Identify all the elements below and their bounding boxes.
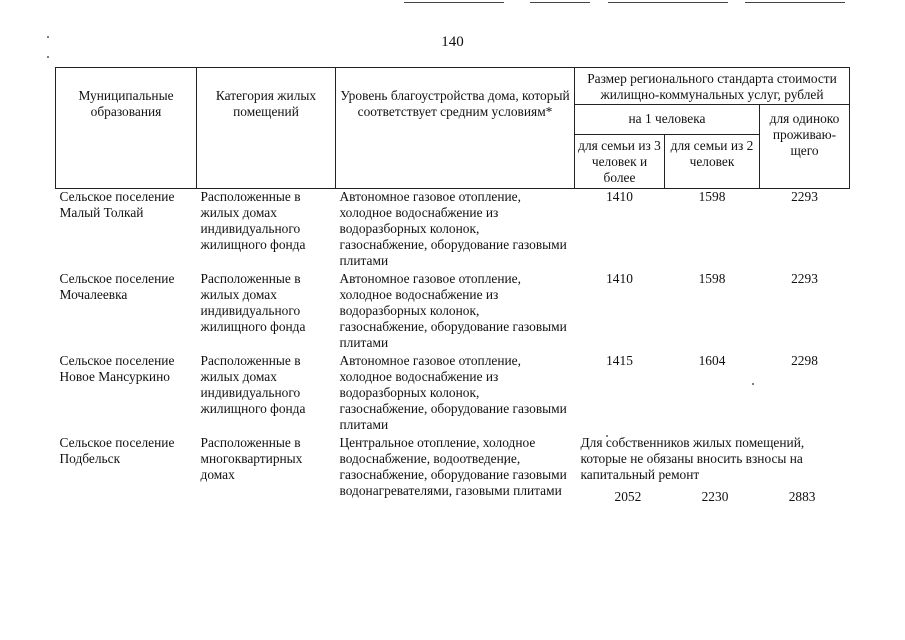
table-row <box>56 353 850 435</box>
family2-cell: 1604 <box>698 353 726 368</box>
scan-top-rule <box>608 2 728 3</box>
single-cell: 2293 <box>791 271 818 286</box>
single-value: 2883 <box>788 489 816 504</box>
header-family2: для семьи из 2 человек <box>665 135 760 189</box>
category-cell: Расположенные в жилых домах индивидуального жилищного фонда <box>200 189 306 252</box>
family3-cell: 1415 <box>606 353 633 368</box>
single-cell: 2293 <box>791 189 818 204</box>
category-cell: Расположенные в жилых домах индивидуального жилищного фонда <box>200 353 306 416</box>
header-single: для одиноко проживаю-щего <box>760 105 850 189</box>
capital-repair-note: Для собственников жилых помещений, которые не обязаны вносить взносы на капитальный ремонт <box>580 435 805 482</box>
scan-speck <box>47 56 49 58</box>
level-cell: Автономное газовое отопление, холодное водоснабжение из водоразборных колонок, газоснабжение, оборудование газовыми плитами <box>339 271 567 350</box>
table-row <box>56 189 850 272</box>
municipality-cell: Сельское поселение Малый Толкай <box>59 189 175 220</box>
level-cell: Автономное газовое отопление, холодное водоснабжение из водоразборных колонок, газоснабжение, оборудование газовыми плитами <box>339 189 567 268</box>
family3-value: 2052 <box>614 489 642 504</box>
header-municipality: Муниципальные образования <box>56 68 197 189</box>
scan-top-rule <box>530 2 590 3</box>
family2-value: 2230 <box>701 489 729 504</box>
header-level: Уровень благоустройства дома, который соответствует средним условиям* <box>336 68 575 189</box>
level-cell: Автономное газовое отопление, холодное водоснабжение из водоразборных колонок, газоснабжение, оборудование газовыми плитами <box>339 353 567 432</box>
header-per-person: на 1 человека <box>575 105 760 135</box>
municipality-cell: Сельское поселение Подбельск <box>59 435 175 466</box>
family2-cell: 1598 <box>698 189 726 204</box>
municipality-cell: Сельское поселение Новое Мансуркино <box>59 353 175 384</box>
table-row <box>56 435 850 507</box>
scan-top-rule <box>745 2 845 3</box>
category-cell: Расположенные в жилых домах индивидуального жилищного фонда <box>200 271 306 334</box>
capital-repair-values <box>579 489 846 505</box>
category-cell: Расположенные в многоквартирных домах <box>200 435 303 482</box>
header-category: Категория жилых помещений <box>197 68 336 189</box>
header-family3: для семьи из 3 человек и более <box>575 135 665 189</box>
capital-repair-cell <box>575 435 850 507</box>
family2-cell: 1598 <box>698 271 726 286</box>
municipality-cell: Сельское поселение Мочалеевка <box>59 271 175 302</box>
level-cell: Центральное отопление, холодное водоснабжение, водоотведение, газоснабжение, оборудование газовыми водонагревателями, газовыми плитами <box>339 435 567 498</box>
table-row <box>56 271 850 353</box>
single-cell: 2298 <box>791 353 818 368</box>
page-number: 140 <box>441 34 464 50</box>
scan-top-rule <box>404 2 504 3</box>
housing-standard-table <box>55 67 850 507</box>
header-standard: Размер регионального стандарта стоимости жилищно-коммунальных услуг, рублей <box>575 68 850 105</box>
family3-cell: 1410 <box>606 189 633 204</box>
family3-cell: 1410 <box>606 271 633 286</box>
